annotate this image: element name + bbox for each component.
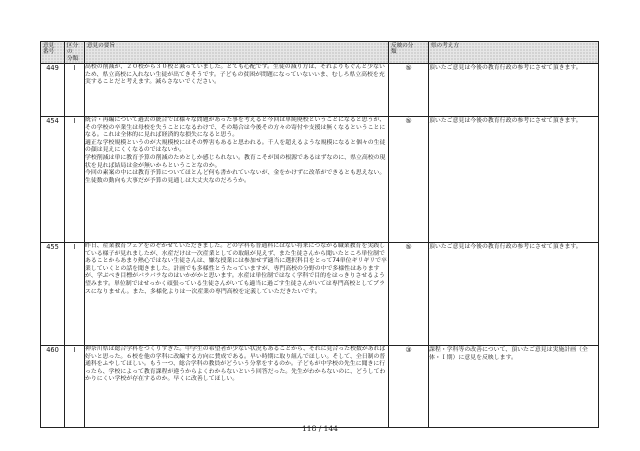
opinion-number: 449 <box>41 64 65 117</box>
page-number: 118 / 144 <box>302 424 338 433</box>
category-cell: I <box>65 64 85 117</box>
opinion-number: 454 <box>41 117 65 243</box>
opinion-paragraph: 今回の素案の中には教育予算についてほとんど何も書かれていないが、金をかけずに改革ができるとも思えない。 <box>85 170 386 177</box>
opinion-paragraph: 高校の削減が、２０校から３０校と減っていました。とても心配です。生徒の減り方は、それよりもぐんと少ないため、県立高校に入れない生徒が出てきそうです。子どもの貧困が問題になっていないいま、むしろ県立高校を充実することだと考えます。減らさないでください。 <box>85 64 385 86</box>
opinion-text <box>85 64 389 117</box>
header-prefecture-response: 県の考え方 <box>429 42 599 64</box>
reflection-cell: ③ <box>389 346 429 428</box>
opinion-paragraph: 学校削減は単に教育予算の削減のためとしか感じられない。教育こそが国の根源であるはずなのに、県立高校の現状を見れば結局は金が無いからということなのか。 <box>85 154 386 169</box>
header-opinion-summary: 意見の要旨 <box>85 42 389 64</box>
header-opinion-number: 意見 番号 <box>41 42 65 64</box>
opinion-paragraph: 生徒数の動向も大事だが予算の見通しは大丈夫なのだろうか。 <box>85 177 250 184</box>
table-header-row <box>41 42 599 64</box>
opinion-number: 460 <box>41 346 65 428</box>
opinion-number: 455 <box>41 243 65 346</box>
table-row <box>41 64 599 117</box>
opinion-table <box>40 41 599 428</box>
reflection-cell: ⑤ <box>389 243 429 346</box>
category-cell: I <box>65 243 85 346</box>
header-category: 区分の 分類 <box>65 42 85 64</box>
table-row <box>41 346 599 428</box>
response-text: 課程・学科等の改善について、頂いたご意見は実施計画（全体・Ｉ期）に意見を反映します。 <box>429 346 599 428</box>
response-text: 頂いたご意見は今後の教育行政の参考にさせて頂きます。 <box>429 243 599 346</box>
opinion-paragraph: 神奈川県は総合学科をつくりすぎた。中学生の希望者が少ない状況もあることから、それに見合った校数があれば好いと思った。６校を他の学科に改編する方向に賛成である。早い時期に取り組んでほしい。そして、全日制の普通科をふやしてほしい。もう一つ、総合学科の教員がどういう分掌をするのか。子どもが中学校の先生に聞きに行ったら、学校によって教育課程が違うからよくわからないという回答だった。先生がわからないのに、どうしてわかりにくい学校が存在するのか。早くに改善してほしい。 <box>85 346 386 383</box>
opinion-paragraph: 適正な学校規模というのが大規模校にはその弊害もあると思われる。千人を超えるような規模になると個々の生徒の顔は見えにくくなるのではないか。 <box>85 139 386 154</box>
opinion-text <box>85 346 389 428</box>
opinion-paragraph: 昨日、産業教育フェアをのぞかせていただきました。どの学科も普通科にはない将来につながる職業教育を実践している様子が見れましたが、水産だけは一次産業としての取組が見えず、また生徒さんから聞いたところ単位制であることからあまり熱心ではない生徒さんは、嫌な授業には参加せず適当に選択科目をとって74単位ギリギリで卒業していくとの話を聞きました。計画でも多様性とうたっていますが、専門高校の分野の中で多様性はありますが、学ぶべき目標がバラバラなのはいかがかと思います。水産は単位制ではなく学科で目的をはっきりさせるよう望みます。単位制ではせっかく頑張っている生徒さんがいても適当に過ごす生徒さんがいては専門高校としてプラスになりません。また、多様化よりは一次産業の専門高校を定義していただきたいです。 <box>85 243 387 295</box>
reflection-cell: ⑤ <box>389 117 429 243</box>
reflection-cell: ⑤ <box>389 64 429 117</box>
response-text: 頂いたご意見は今後の教育行政の参考にさせて頂きます。 <box>429 64 599 117</box>
category-cell: I <box>65 117 85 243</box>
header-reflection-category: 反映の分 類 <box>389 42 429 64</box>
table-row <box>41 117 599 243</box>
opinion-text <box>85 117 389 243</box>
table-row <box>41 243 599 346</box>
response-text: 頂いたご意見は今後の教育行政の参考にさせて頂きます。 <box>429 117 599 243</box>
category-cell: I <box>65 346 85 428</box>
opinion-paragraph: 統合・再編について過去の統合では様々な問題があった事を考えると今回は単純廃校ということになると思うが、その学校の卒業生は母校を失うことになるわけで、その場合は今後その方々の寄付や支援は無くなるということになる。これは全体的に見れば経済的な損失になると思う。 <box>85 117 386 139</box>
opinion-text <box>85 243 389 346</box>
